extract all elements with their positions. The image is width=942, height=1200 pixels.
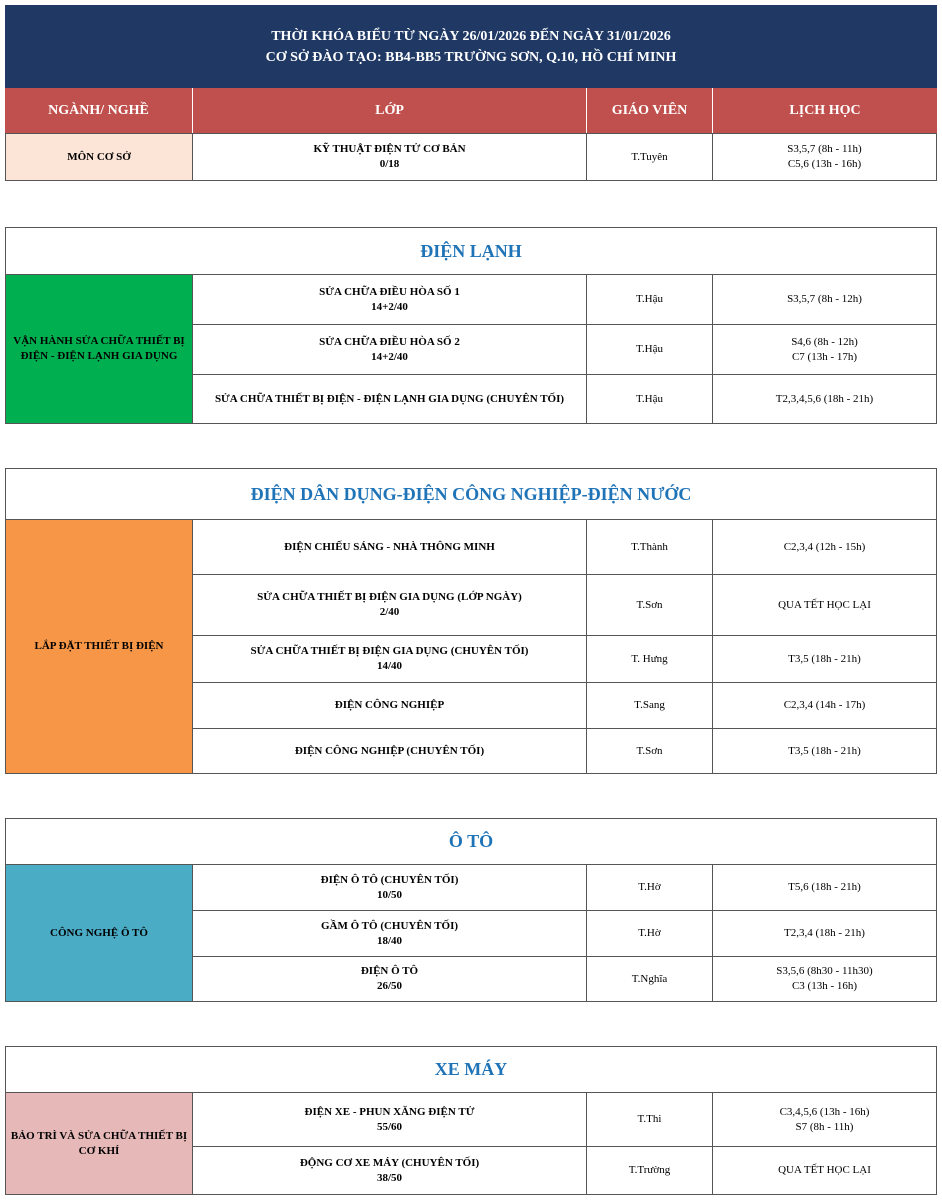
rows-dien-lanh [193,275,936,423]
table-row [193,910,936,956]
rows-xe-may [193,1093,936,1194]
rows-dien-dan-dung [193,520,936,773]
table-row [193,865,936,910]
schedule-title [5,5,937,88]
teacher-cell: T.Hờ [587,911,713,956]
column-header-lich-hoc: LỊCH HỌC [712,88,937,133]
class-enrollment: 18/40 [376,934,403,947]
class-name: ĐIỆN Ô TÔ (CHUYÊN TỐI) [320,873,459,886]
schedule-line: C2,3,4 (12h - 15h) [783,540,866,553]
class-name: SỬA CHỮA ĐIỀU HÒA SỐ 1 [319,285,460,298]
column-header-row [5,88,937,133]
title-line-2: CƠ SỞ ĐÀO TẠO: BB4-BB5 TRƯỜNG SƠN, Q.10, HỒ CHÍ MINH [265,49,677,65]
rows-mon-co-so [193,134,936,180]
class-cell [193,1093,587,1146]
category-xe-may: BẢO TRÌ VÀ SỬA CHỮA THIẾT BỊ CƠ KHÍ [6,1093,193,1194]
class-cell [193,275,587,324]
table-row [193,374,936,423]
teacher-cell: T.Sang [587,683,713,728]
class-enrollment: 10/50 [376,888,403,901]
category-mon-co-so: MÔN CƠ SỞ [6,134,193,180]
schedule-line: C2,3,4 (14h - 17h) [783,699,866,711]
class-cell [193,683,587,728]
class-cell [193,865,587,910]
schedule-cell [713,275,936,324]
class-enrollment: 14+2/40 [371,350,408,363]
teacher-cell: T.Hậu [587,275,713,324]
schedule-line: C3 (13h - 16h) [791,980,858,992]
class-cell [193,1147,587,1194]
schedule-line: S3,5,6 (8h30 - 11h30) [776,965,873,977]
teacher-cell: T.Hậu [587,375,713,423]
class-enrollment: 2/40 [379,606,400,618]
table-row [193,574,936,635]
schedule-line: S7 (8h - 11h) [795,1120,854,1133]
table-row [193,635,936,682]
table-row [193,520,936,574]
schedule-cell [713,1147,936,1194]
column-header-giao-vien: GIÁO VIÊN [586,88,712,133]
table-row [193,134,936,180]
class-name: SỬA CHỮA THIẾT BỊ ĐIỆN GIA DỤNG (LỚP NGÀY) [257,591,522,603]
class-cell [193,134,587,180]
section-title: Ô TÔ [6,819,936,865]
schedule-cell [713,325,936,374]
schedule-cell [713,375,936,423]
teacher-cell: T.Thi [587,1093,713,1146]
class-name: ĐIỆN Ô TÔ [360,965,419,977]
class-name: ĐIỆN CÔNG NGHIỆP [334,699,445,711]
teacher-cell: T.Thành [587,520,713,574]
class-name: GẦM Ô TÔ (CHUYÊN TỐI) [320,919,459,932]
class-cell [193,375,587,423]
schedule-cell [713,1093,936,1146]
class-enrollment: 0/18 [379,158,400,170]
class-enrollment: 26/50 [376,980,403,992]
class-name: SỬA CHỮA THIẾT BỊ ĐIỆN - ĐIỆN LẠNH GIA DỤNG (CHUYÊN TỐI) [214,392,565,405]
class-name: ĐỘNG CƠ XE MÁY (CHUYÊN TỐI) [299,1156,480,1169]
category-o-to: CÔNG NGHỆ Ô TÔ [6,865,193,1001]
schedule-line: S3,5,7 (8h - 11h) [787,143,862,155]
title-line-1: THỜI KHÓA BIỂU TỪ NGÀY 26/01/2026 ĐẾN NGÀY 31/01/2026 [271,28,671,44]
class-enrollment: 55/60 [376,1120,403,1133]
schedule-cell [713,134,936,180]
class-name: SỬA CHỮA THIẾT BỊ ĐIỆN GIA DỤNG (CHUYÊN TỐI) [250,645,529,657]
table-row [193,956,936,1001]
section-dien-lanh [5,227,937,424]
schedule-line: T3,5 (18h - 21h) [788,744,861,757]
schedule-line: T3,5 (18h - 21h) [788,652,861,665]
schedule-line: QUA TẾT HỌC LẠI [778,598,871,611]
table-row [193,1093,936,1146]
class-cell [193,520,587,574]
table-row [193,275,936,324]
schedule-line: QUA TẾT HỌC LẠI [778,1164,871,1176]
teacher-cell: T.Sơn [587,729,713,773]
class-name: ĐIỆN CHIẾU SÁNG - NHÀ THÔNG MINH [284,540,495,553]
schedule-cell [713,636,936,682]
schedule-cell [713,575,936,635]
section-title: XE MÁY [6,1047,936,1093]
column-header-lop: LỚP [192,88,586,133]
schedule-line: T2,3,4 (18h - 21h) [784,927,865,939]
teacher-cell: T. Hưng [587,636,713,682]
class-enrollment: 14+2/40 [371,300,408,313]
schedule-line: S3,5,7 (8h - 12h) [787,293,862,305]
category-dien-lanh: VẬN HÀNH SỬA CHỮA THIẾT BỊ ĐIỆN - ĐIỆN LẠNH GIA DỤNG [6,275,193,423]
teacher-cell: T.Hậu [587,325,713,374]
table-row [193,728,936,773]
schedule-cell [713,865,936,910]
teacher-cell: T.Nghĩa [587,957,713,1001]
section-title: ĐIỆN LẠNH [6,228,936,275]
schedule-line: C3,4,5,6 (13h - 16h) [779,1105,870,1118]
table-row [193,1146,936,1194]
schedule-cell [713,911,936,956]
class-cell [193,729,587,773]
class-name: ĐIỆN XE - PHUN XĂNG ĐIỆN TỬ [304,1105,475,1118]
section-o-to [5,818,937,1002]
teacher-cell: T.Sơn [587,575,713,635]
schedule-line: C5,6 (13h - 16h) [787,158,862,170]
section-mon-co-so [5,133,937,181]
class-cell [193,325,587,374]
table-row [193,324,936,374]
teacher-cell: T.Trường [587,1147,713,1194]
rows-o-to [193,865,936,1001]
column-header-nganh: NGÀNH/ NGHỀ [48,102,149,118]
class-cell [193,957,587,1001]
section-xe-may [5,1046,937,1195]
schedule-cell [713,683,936,728]
class-cell [193,575,587,635]
class-name: SỬA CHỮA ĐIỀU HÒA SỐ 2 [319,335,460,348]
teacher-cell: T.Hờ [587,865,713,910]
schedule-line: T5,6 (18h - 21h) [788,881,861,893]
table-row [193,682,936,728]
schedule-cell [713,520,936,574]
category-dien-dan-dung: LẮP ĐẶT THIẾT BỊ ĐIỆN [6,520,193,773]
section-title: ĐIỆN DÂN DỤNG-ĐIỆN CÔNG NGHIỆP-ĐIỆN NƯỚC [6,469,936,520]
class-cell [193,911,587,956]
class-enrollment: 38/50 [376,1171,403,1184]
schedule-cell [713,729,936,773]
schedule-line: S4,6 (8h - 12h) [791,335,858,348]
class-name: ĐIỆN CÔNG NGHIỆP (CHUYÊN TỐI) [294,744,485,757]
schedule-cell [713,957,936,1001]
class-enrollment: 14/40 [376,660,403,672]
schedule-line: T2,3,4,5,6 (18h - 21h) [775,392,874,405]
class-name: KỸ THUẬT ĐIỆN TỬ CƠ BẢN [313,143,466,155]
teacher-cell: T.Tuyên [587,134,713,180]
class-cell [193,636,587,682]
section-dien-dan-dung [5,468,937,774]
schedule-line: C7 (13h - 17h) [791,350,858,363]
